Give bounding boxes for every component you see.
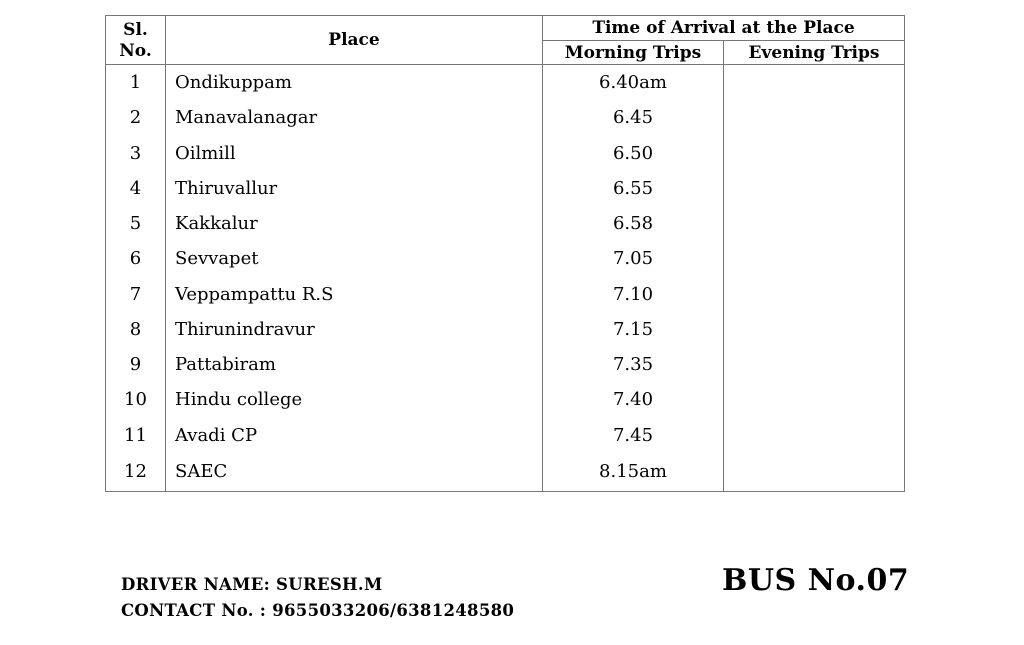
evening-trip-cell bbox=[724, 241, 905, 276]
evening-trip-cell bbox=[724, 277, 905, 312]
header-time-of-arrival: Time of Arrival at the Place bbox=[543, 16, 905, 41]
header-sl-no-label: Sl. No. bbox=[119, 19, 152, 61]
place-cell: Manavalanagar bbox=[166, 100, 543, 135]
evening-trip-cell bbox=[724, 65, 905, 101]
place-cell: Veppampattu R.S bbox=[166, 277, 543, 312]
table-row bbox=[106, 382, 905, 417]
sl-cell: 11 bbox=[106, 418, 166, 453]
table-row bbox=[106, 206, 905, 241]
place-cell: Thirunindravur bbox=[166, 312, 543, 347]
evening-trip-cell bbox=[724, 347, 905, 382]
sl-cell: 8 bbox=[106, 312, 166, 347]
morning-trip-cell: 7.35 bbox=[543, 347, 724, 382]
sl-cell: 5 bbox=[106, 206, 166, 241]
sl-cell: 6 bbox=[106, 241, 166, 276]
table-row bbox=[106, 171, 905, 206]
table-row bbox=[106, 453, 905, 492]
header-sl-no bbox=[106, 16, 166, 65]
bus-route-table bbox=[105, 15, 905, 492]
morning-trip-cell: 7.40 bbox=[543, 382, 724, 417]
morning-trip-cell: 7.10 bbox=[543, 277, 724, 312]
sl-cell: 7 bbox=[106, 277, 166, 312]
morning-trip-cell: 6.45 bbox=[543, 100, 724, 135]
evening-trip-cell bbox=[724, 136, 905, 171]
place-cell: Sevvapet bbox=[166, 241, 543, 276]
driver-name: DRIVER NAME: SURESH.M bbox=[121, 575, 383, 594]
contact-number: CONTACT No. : 9655033206/6381248580 bbox=[121, 601, 515, 620]
sl-cell: 3 bbox=[106, 136, 166, 171]
table-row bbox=[106, 277, 905, 312]
evening-trip-cell bbox=[724, 100, 905, 135]
place-cell: Ondikuppam bbox=[166, 65, 543, 101]
morning-trip-cell: 6.40am bbox=[543, 65, 724, 101]
table-row bbox=[106, 241, 905, 276]
evening-trip-cell bbox=[724, 312, 905, 347]
sl-cell: 2 bbox=[106, 100, 166, 135]
header-evening-trips: Evening Trips bbox=[724, 41, 905, 65]
route-table-body bbox=[106, 65, 905, 492]
table-row bbox=[106, 65, 905, 101]
place-cell: Kakkalur bbox=[166, 206, 543, 241]
evening-trip-cell bbox=[724, 171, 905, 206]
sl-cell: 4 bbox=[106, 171, 166, 206]
table-row bbox=[106, 100, 905, 135]
morning-trip-cell: 7.05 bbox=[543, 241, 724, 276]
header-morning-trips: Morning Trips bbox=[543, 41, 724, 65]
morning-trip-cell: 7.15 bbox=[543, 312, 724, 347]
evening-trip-cell bbox=[724, 382, 905, 417]
morning-trip-cell: 8.15am bbox=[543, 453, 724, 492]
header-place: Place bbox=[166, 16, 543, 65]
table-row bbox=[106, 312, 905, 347]
place-cell: Avadi CP bbox=[166, 418, 543, 453]
bus-number: BUS No.07 bbox=[722, 563, 910, 598]
morning-trip-cell: 6.50 bbox=[543, 136, 724, 171]
sl-cell: 1 bbox=[106, 65, 166, 101]
sl-cell: 12 bbox=[106, 453, 166, 492]
morning-trip-cell: 6.55 bbox=[543, 171, 724, 206]
sl-cell: 10 bbox=[106, 382, 166, 417]
place-cell: Thiruvallur bbox=[166, 171, 543, 206]
place-cell: Pattabiram bbox=[166, 347, 543, 382]
place-cell: SAEC bbox=[166, 453, 543, 492]
morning-trip-cell: 7.45 bbox=[543, 418, 724, 453]
evening-trip-cell bbox=[724, 453, 905, 492]
morning-trip-cell: 6.58 bbox=[543, 206, 724, 241]
table-row bbox=[106, 136, 905, 171]
sl-cell: 9 bbox=[106, 347, 166, 382]
table-row bbox=[106, 418, 905, 453]
table-row bbox=[106, 347, 905, 382]
evening-trip-cell bbox=[724, 206, 905, 241]
place-cell: Oilmill bbox=[166, 136, 543, 171]
place-cell: Hindu college bbox=[166, 382, 543, 417]
evening-trip-cell bbox=[724, 418, 905, 453]
